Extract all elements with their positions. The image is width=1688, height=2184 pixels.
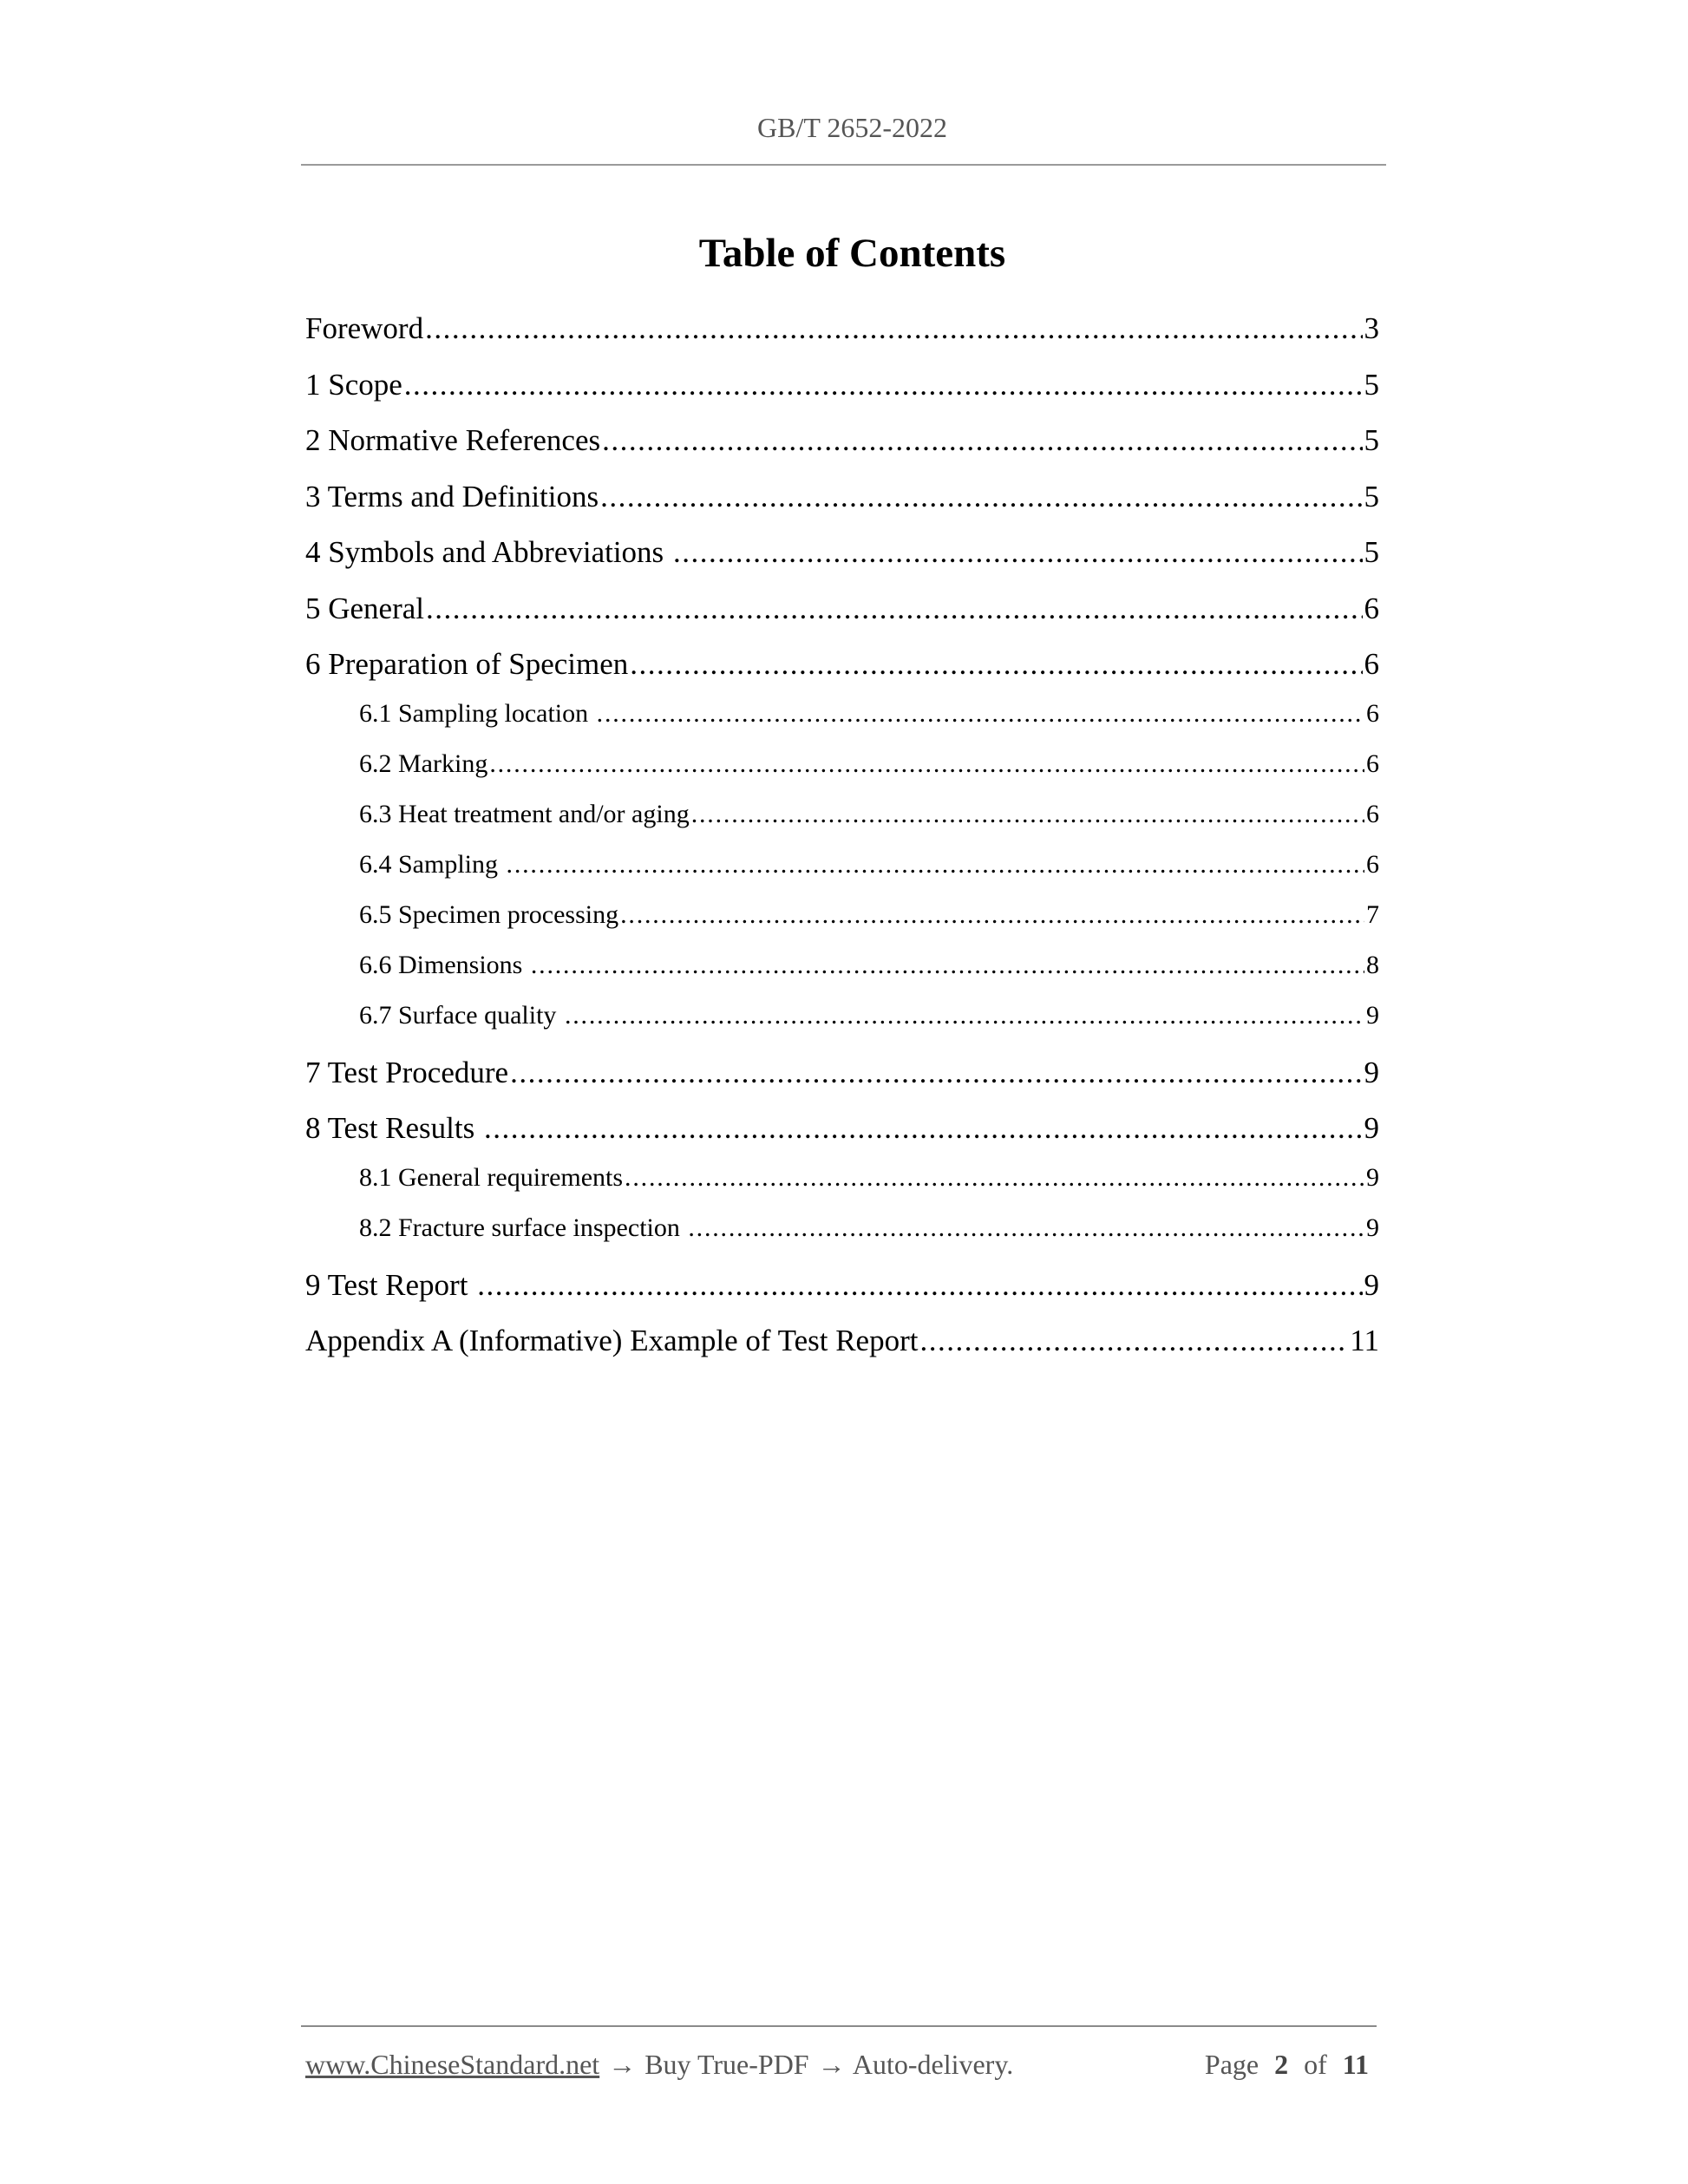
toc-entry-page: 6	[1366, 698, 1379, 728]
toc-entry-test-procedure[interactable]	[305, 1054, 1379, 1110]
toc-entry-label: 5 General	[305, 591, 425, 625]
dot-leader	[477, 1266, 1362, 1305]
toc-entry-normative-references[interactable]	[305, 422, 1379, 478]
dot-leader	[919, 1322, 1348, 1360]
toc-entry-sampling-location[interactable]	[305, 696, 1379, 747]
toc-entry-page: 9	[1364, 1267, 1379, 1302]
dot-leader	[625, 1161, 1364, 1195]
toc-entry-label: 6.1 Sampling location	[359, 698, 595, 728]
toc-entry-appendix-a[interactable]	[305, 1322, 1379, 1378]
toc-entry-general-requirements[interactable]	[305, 1161, 1379, 1211]
toc-entry-marking[interactable]	[305, 747, 1379, 797]
toc-entry-page: 5	[1364, 535, 1379, 569]
page-word: Page	[1204, 2049, 1259, 2080]
total-page-count: 11	[1342, 2049, 1369, 2080]
dot-leader	[688, 1211, 1364, 1246]
toc-entry-page: 8	[1366, 950, 1379, 979]
dot-leader	[425, 310, 1362, 348]
toc-entry-specimen-processing[interactable]	[305, 898, 1379, 948]
toc-entry-page: 7	[1366, 899, 1379, 929]
toc-entry-label: 6 Preparation of Specimen	[305, 647, 629, 681]
dot-leader	[484, 1109, 1362, 1148]
toc-entry-symbols-and-abbreviations[interactable]	[305, 533, 1379, 590]
toc-entry-scope[interactable]	[305, 366, 1379, 422]
toc-entry-page: 5	[1364, 423, 1379, 457]
table-of-contents	[305, 310, 1379, 1378]
toc-entry-sampling[interactable]	[305, 847, 1379, 898]
toc-entry-terms-and-definitions[interactable]	[305, 478, 1379, 534]
toc-entry-label: Appendix A (Informative) Example of Test Report	[305, 1324, 919, 1357]
toc-entry-label: 6.3 Heat treatment and/or aging	[359, 799, 690, 828]
document-code-header: GB/T 2652-2022	[757, 112, 947, 143]
toc-entry-page: 3	[1364, 311, 1379, 345]
toc-entry-foreword[interactable]	[305, 310, 1379, 366]
toc-entry-page: 9	[1364, 1055, 1379, 1089]
footer-divider	[301, 2025, 1377, 2027]
dot-leader	[489, 747, 1364, 781]
toc-entry-surface-quality[interactable]	[305, 998, 1379, 1049]
toc-entry-label: 8 Test Results	[305, 1111, 483, 1145]
current-page-number: 2	[1274, 2049, 1289, 2080]
page-number-indicator	[1205, 2047, 1369, 2085]
dot-leader	[620, 898, 1364, 932]
toc-entry-test-results[interactable]	[305, 1109, 1379, 1166]
toc-entry-fracture-surface-inspection[interactable]	[305, 1211, 1379, 1261]
arrow-right-icon: →	[608, 2049, 637, 2080]
toc-entry-page: 6	[1366, 799, 1379, 828]
of-word: of	[1304, 2049, 1327, 2080]
toc-entry-label: 6.6 Dimensions	[359, 950, 529, 979]
toc-entry-label: Foreword	[305, 311, 424, 345]
toc-entry-label: 6.2 Marking	[359, 749, 488, 778]
toc-entry-page: 9	[1366, 1213, 1379, 1242]
toc-entry-page: 6	[1366, 849, 1379, 879]
dot-leader	[507, 847, 1364, 882]
toc-entry-label: 6.5 Specimen processing	[359, 899, 619, 929]
dot-leader	[531, 948, 1364, 983]
dot-leader	[630, 645, 1362, 683]
arrow-right-icon: →	[817, 2049, 846, 2080]
toc-entry-page: 11	[1350, 1324, 1379, 1357]
dot-leader	[691, 797, 1364, 832]
toc-entry-preparation-of-specimen[interactable]	[305, 645, 1379, 702]
toc-entry-test-report[interactable]	[305, 1266, 1379, 1323]
toc-entry-page: 9	[1366, 1000, 1379, 1030]
toc-entry-label: 8.1 General requirements	[359, 1162, 624, 1192]
page-title: Table of Contents	[698, 231, 1006, 276]
toc-entry-label: 3 Terms and Definitions	[305, 479, 599, 513]
toc-entry-page: 6	[1364, 647, 1379, 681]
header-divider	[301, 164, 1386, 166]
toc-entry-page: 9	[1364, 1111, 1379, 1145]
dot-leader	[597, 696, 1364, 731]
toc-entry-label: 2 Normative References	[305, 423, 601, 457]
dot-leader	[404, 366, 1363, 404]
toc-entry-label: 6.7 Surface quality	[359, 1000, 563, 1030]
toc-entry-dimensions[interactable]	[305, 948, 1379, 998]
dot-leader	[510, 1054, 1362, 1092]
toc-entry-heat-treatment[interactable]	[305, 797, 1379, 847]
dot-leader	[565, 998, 1364, 1033]
toc-entry-label: 8.2 Fracture surface inspection	[359, 1213, 687, 1242]
footer-promo	[305, 2047, 1013, 2085]
toc-entry-page: 5	[1364, 479, 1379, 513]
dot-leader	[673, 533, 1363, 572]
footer-step-delivery: Auto-delivery.	[852, 2049, 1014, 2080]
toc-entry-label: 7 Test Procedure	[305, 1055, 509, 1089]
toc-entry-label: 6.4 Sampling	[359, 849, 505, 879]
toc-entry-page: 6	[1366, 749, 1379, 778]
dot-leader	[600, 478, 1362, 516]
toc-entry-page: 9	[1366, 1162, 1379, 1192]
dot-leader	[602, 422, 1362, 460]
page-footer	[305, 2047, 1369, 2085]
toc-entry-label: 4 Symbols and Abbreviations	[305, 535, 671, 569]
footer-step-buy: Buy True-PDF	[644, 2049, 809, 2080]
dot-leader	[426, 590, 1362, 628]
toc-entry-page: 5	[1364, 367, 1379, 402]
toc-entry-label: 1 Scope	[305, 367, 402, 402]
toc-entry-general[interactable]	[305, 590, 1379, 646]
toc-entry-page: 6	[1364, 591, 1379, 625]
toc-entry-label: 9 Test Report	[305, 1267, 476, 1302]
chinesestandard-link[interactable]: www.ChineseStandard.net	[305, 2049, 600, 2080]
